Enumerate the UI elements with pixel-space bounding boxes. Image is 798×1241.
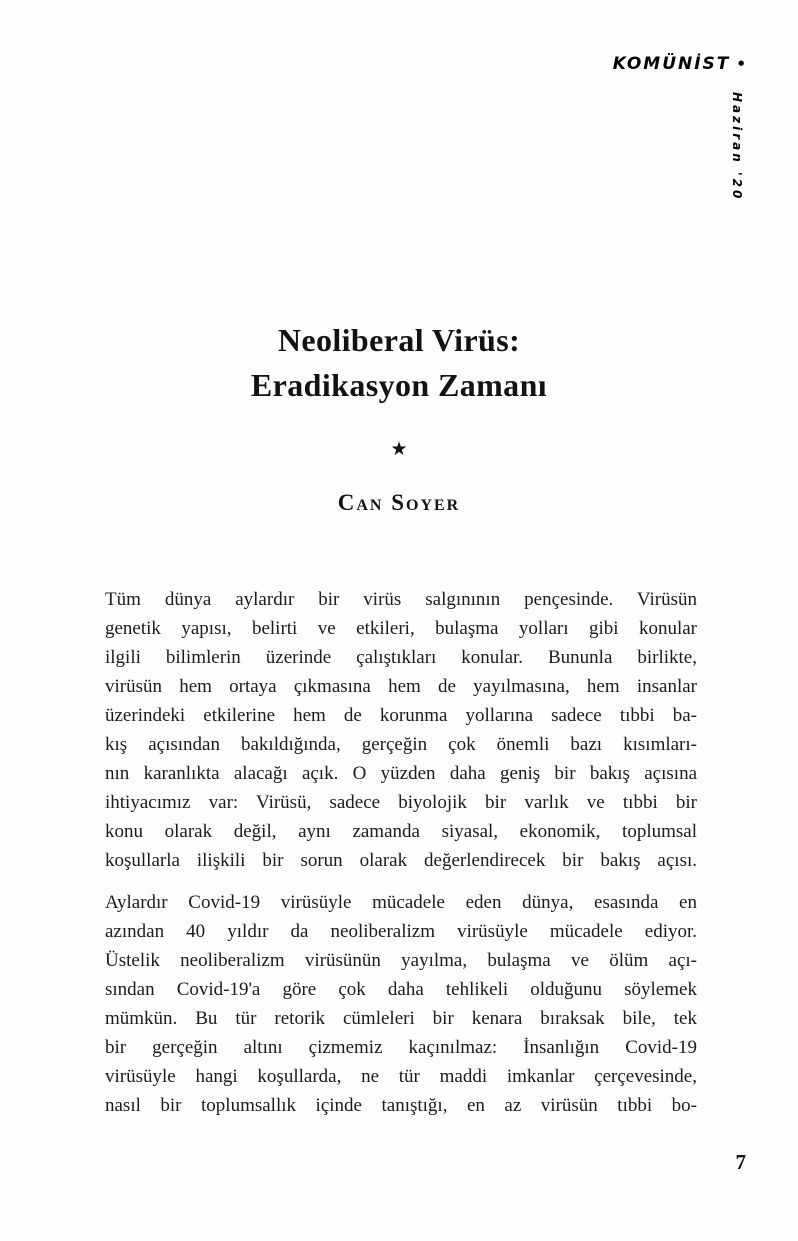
article-title-line-1: Neoliberal Virüs:: [277, 322, 521, 358]
issue-date-vertical: Haziran '20: [730, 92, 744, 202]
star-divider-icon: ★: [390, 439, 408, 460]
text-line: konu olarak değil, aynı zamanda siyasal, ekonomik, toplumsal: [105, 821, 697, 842]
article-body: [105, 585, 697, 1120]
article-title-line-2: Eradikasyon Zamanı: [250, 367, 548, 403]
text-line: kış açısından bakıldığında, gerçeğin çok önemli bazı kısımları-: [105, 734, 697, 755]
text-line: nasıl bir toplumsallık içinde tanıştığı, en az virüsün tıbbi bo-: [105, 1095, 697, 1116]
text-line: Aylardır Covid-19 virüsüyle mücadele eden dünya, esasında en: [105, 892, 697, 913]
text-line: Tüm dünya aylardır bir virüs salgınının pençesinde. Virüsün: [105, 589, 697, 610]
text-line: nın karanlıkta alacağı açık. O yüzden daha geniş bir bakış açısına: [105, 763, 697, 784]
article-title: [0, 318, 798, 408]
body-paragraph-1: [105, 585, 697, 875]
text-line: genetik yapısı, belirti ve etkileri, bulaşma yolları gibi konular: [105, 618, 697, 639]
journal-masthead: [613, 54, 748, 74]
text-line: üzerindeki etkilerine hem de korunma yollarına sadece tıbbi ba-: [105, 705, 697, 726]
text-line: sından Covid-19'a göre çok daha tehlikeli olduğunu söylemek: [105, 979, 697, 1000]
text-line: ilgili bilimlerin üzerinde çalıştıkları konular. Bununla birlikte,: [105, 647, 697, 668]
text-line: koşullarla ilişkili bir sorun olarak değerlendirecek bir bakış açısı.: [105, 850, 697, 871]
text-line: ihtiyacımız var: Virüsü, sadece biyolojik bir varlık ve tıbbi bir: [105, 792, 697, 813]
text-line: bir gerçeğin altını çizmemiz kaçınılmaz: İnsanlığın Covid-19: [105, 1037, 697, 1058]
body-paragraph-2: [105, 888, 697, 1120]
text-line: virüsün hem ortaya çıkmasına hem de yayılmasına, hem insanlar: [105, 676, 697, 697]
text-line: virüsüyle hangi koşullarda, ne tür maddi imkanlar çerçevesinde,: [105, 1066, 697, 1087]
text-line: Üstelik neoliberalizm virüsünün yayılma, bulaşma ve ölüm açı-: [105, 950, 697, 971]
journal-title: KOMÜNİST: [612, 54, 731, 74]
page-number: 7: [735, 1150, 746, 1174]
text-line: mümkün. Bu tür retorik cümleleri bir kenara bıraksak bile, tek: [105, 1008, 697, 1029]
text-line: azından 40 yıldır da neoliberalizm virüsüyle mücadele ediyor.: [105, 921, 697, 942]
masthead-bullet: •: [736, 55, 748, 73]
author-name: Can Soyer: [337, 490, 461, 515]
